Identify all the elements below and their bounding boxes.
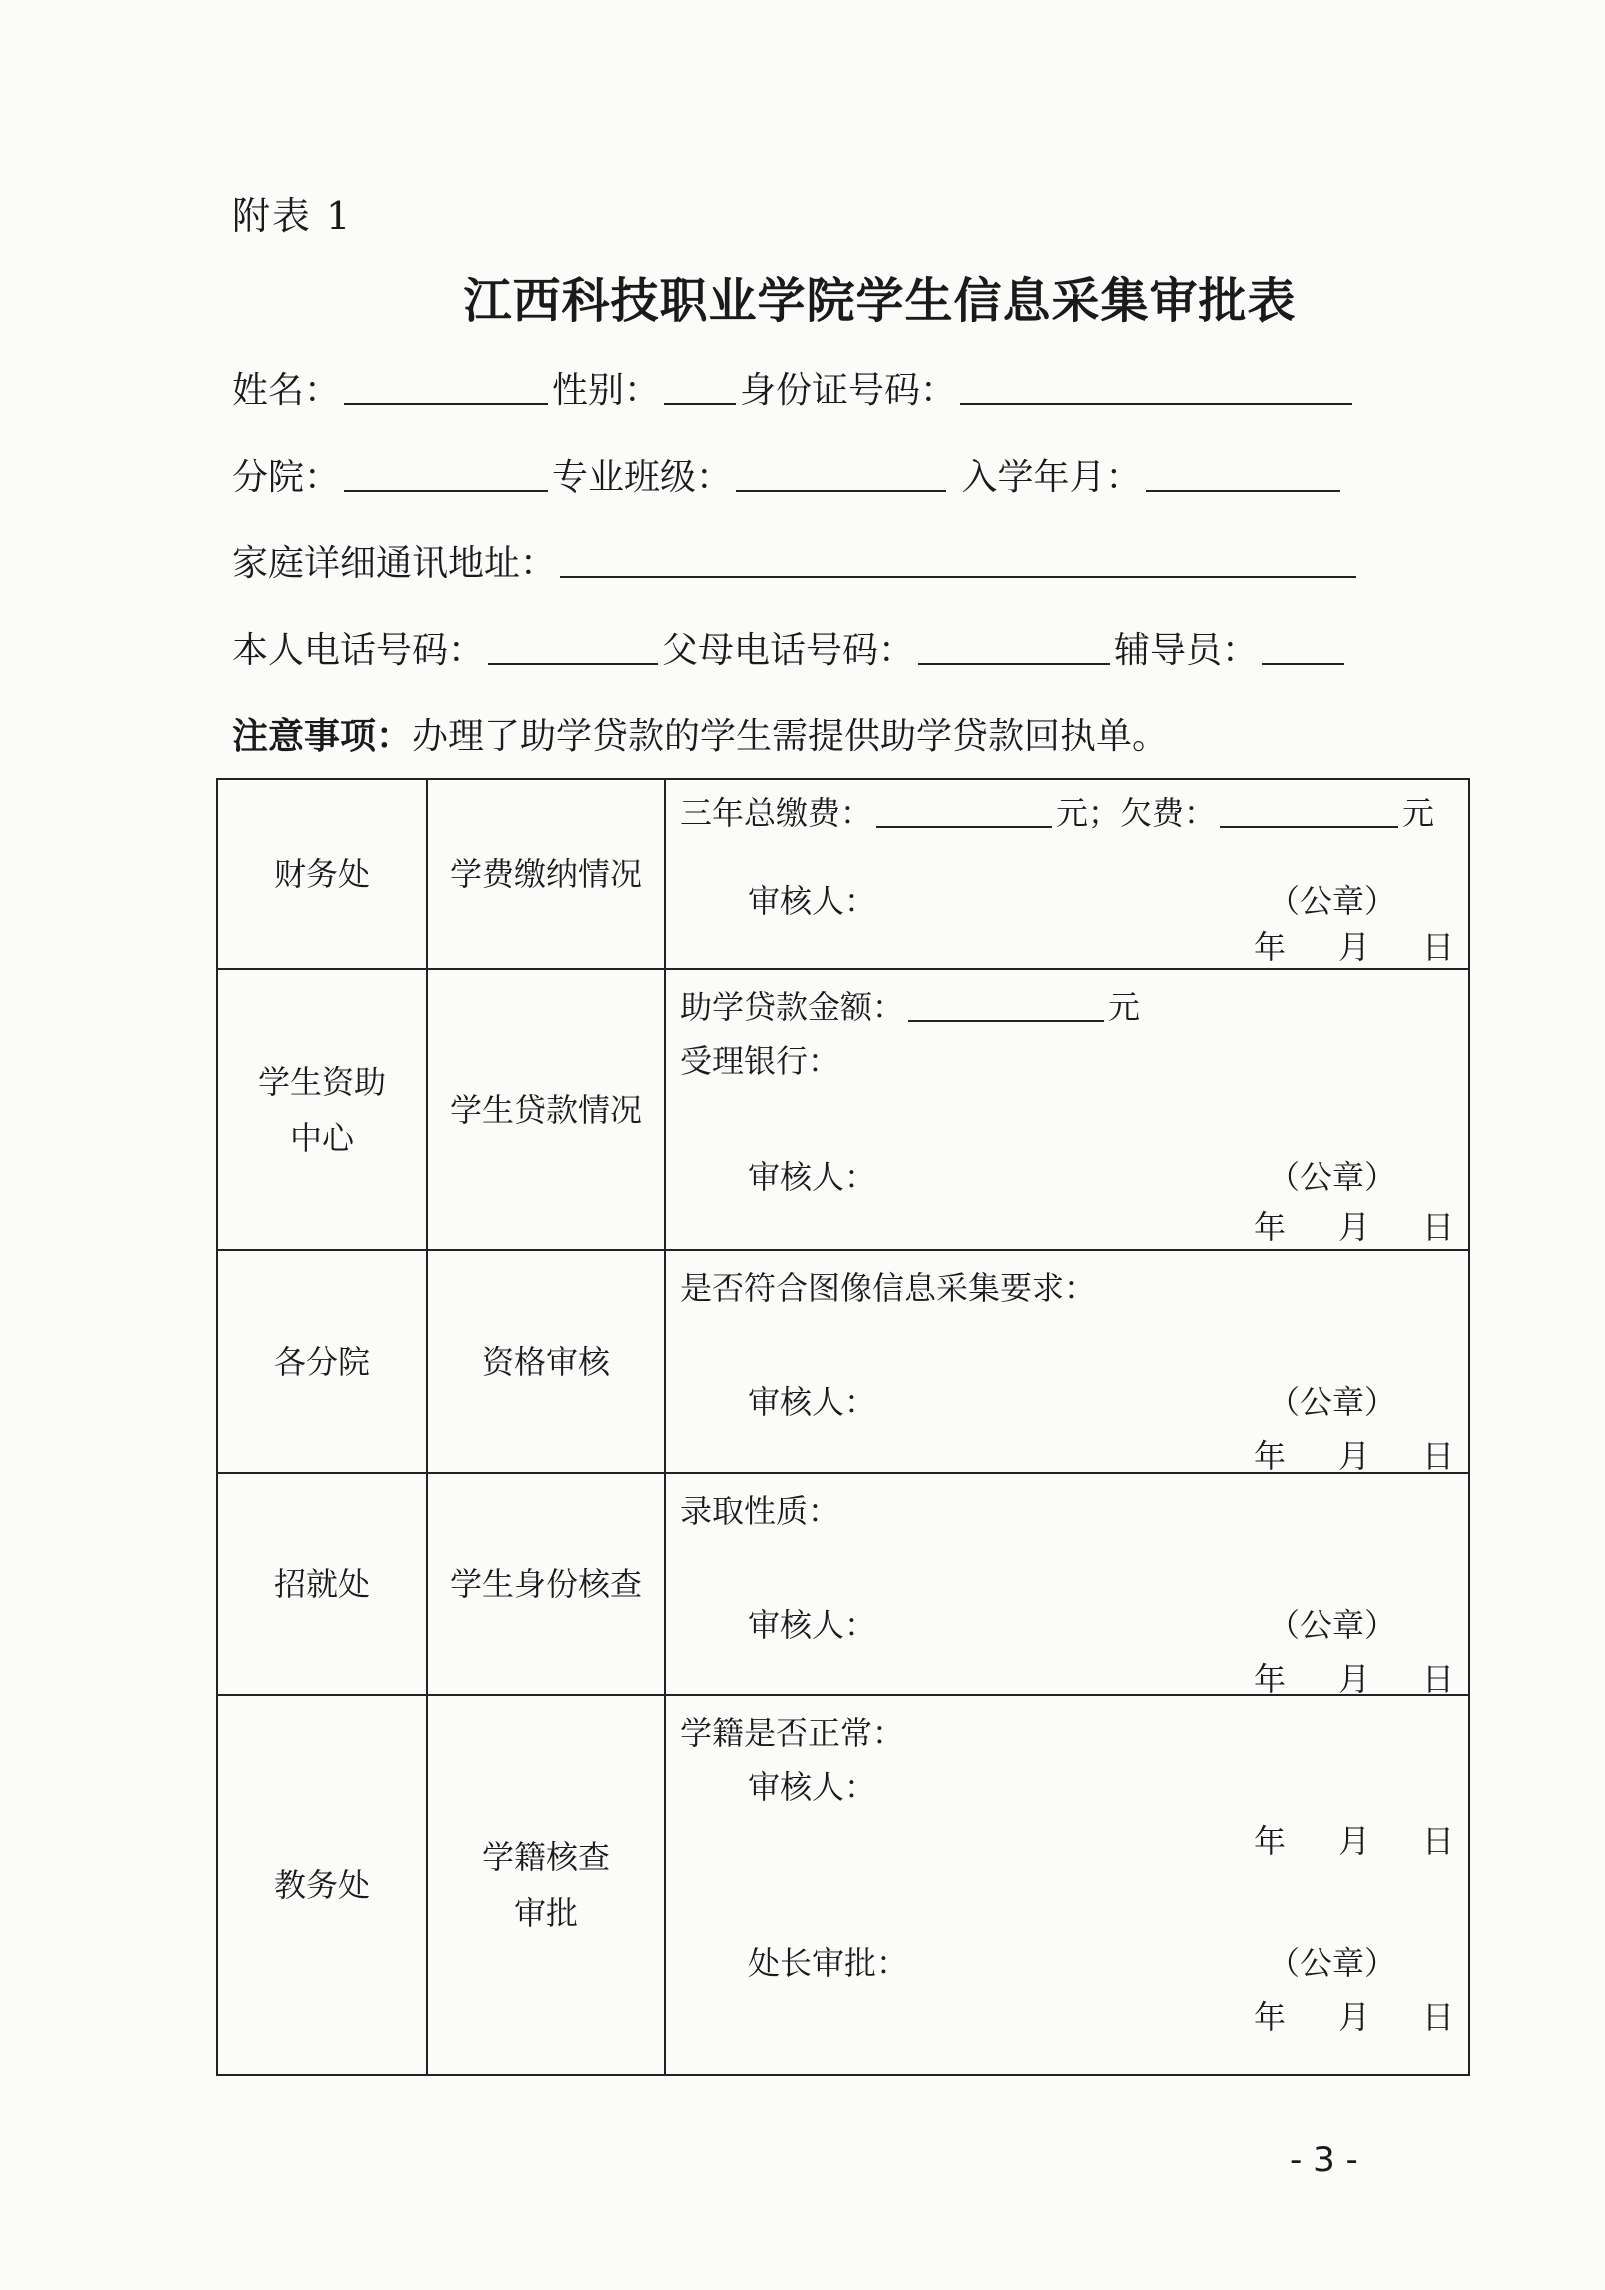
name-blank[interactable] — [344, 367, 548, 405]
gender-label: 性别： — [552, 370, 661, 411]
yuan-label: 元 — [1108, 988, 1141, 1026]
approval-table — [216, 778, 1470, 2076]
table-row-admissions — [217, 1473, 1469, 1695]
annex-label: 附表 1 — [232, 194, 353, 238]
year-label: 年 — [1253, 1822, 1286, 1860]
day-label: 日 — [1421, 1208, 1454, 1246]
reviewer-label: 审核人： — [748, 882, 877, 920]
item-cell — [427, 1695, 665, 2075]
field-line-1 — [232, 362, 1356, 413]
bank-label: 受理银行： — [680, 1042, 841, 1080]
item-cell: 学费缴纳情况 — [427, 779, 665, 969]
dept-cell: 各分院 — [217, 1250, 427, 1473]
day-label: 日 — [1421, 1437, 1454, 1475]
field-line-4 — [232, 622, 1348, 673]
yuan-label: 元 — [1402, 794, 1435, 832]
address-label: 家庭详细通讯地址： — [232, 543, 557, 584]
month-label: 月 — [1337, 928, 1370, 966]
table-row-college — [217, 1250, 1469, 1473]
table-row-academic-affairs — [217, 1695, 1469, 2075]
arrears-label: 元；欠费： — [1056, 794, 1217, 832]
year-label: 年 — [1253, 1998, 1286, 2036]
content-cell — [665, 969, 1469, 1250]
month-label: 月 — [1337, 1208, 1370, 1246]
enroll-date-blank[interactable] — [1146, 454, 1340, 492]
year-label: 年 — [1253, 1660, 1286, 1698]
notice-text: 办理了助学贷款的学生需提供助学贷款回执单。 — [412, 716, 1169, 757]
date-line — [1254, 922, 1454, 968]
page-number: - 3 - — [1290, 2140, 1358, 2180]
month-label: 月 — [1337, 1660, 1370, 1698]
item-line-1: 学籍核查 — [481, 1838, 610, 1876]
month-label: 月 — [1337, 1998, 1370, 2036]
arrears-blank[interactable] — [1220, 796, 1398, 828]
id-number-blank[interactable] — [960, 367, 1352, 405]
dept-cell: 招就处 — [217, 1473, 427, 1695]
total-fee-line — [680, 788, 1434, 834]
content-cell — [665, 1695, 1469, 2075]
college-blank[interactable] — [344, 454, 548, 492]
content-cell — [665, 779, 1469, 969]
phone-label: 本人电话号码： — [232, 630, 485, 671]
table-row-aid-center — [217, 969, 1469, 1250]
date-line — [1254, 1431, 1454, 1477]
college-label: 分院： — [232, 457, 341, 498]
item-cell: 资格审核 — [427, 1250, 665, 1473]
enroll-date-label: 入学年月： — [961, 457, 1142, 498]
date-line-1 — [1254, 1816, 1454, 1862]
parent-phone-label: 父母电话号码： — [662, 630, 915, 671]
date-line-2 — [1254, 1992, 1454, 2038]
seal-label: （公章） — [1267, 1158, 1396, 1196]
loan-amount-blank[interactable] — [908, 990, 1104, 1022]
name-label: 姓名： — [232, 370, 341, 411]
form-title: 江西科技职业学院学生信息采集审批表 — [463, 273, 1297, 329]
date-line — [1254, 1654, 1454, 1700]
dept-cell — [217, 969, 427, 1250]
seal-label: （公章） — [1267, 1944, 1396, 1982]
reviewer-label: 审核人： — [748, 1383, 877, 1421]
total-fee-label: 三年总缴费： — [680, 794, 873, 832]
major-class-blank[interactable] — [736, 454, 946, 492]
item-cell: 学生身份核查 — [427, 1473, 665, 1695]
address-blank[interactable] — [560, 540, 1356, 578]
notice-label: 注意事项： — [232, 715, 413, 757]
total-fee-blank[interactable] — [876, 796, 1052, 828]
year-label: 年 — [1253, 1208, 1286, 1246]
month-label: 月 — [1337, 1437, 1370, 1475]
day-label: 日 — [1421, 1998, 1454, 2036]
content-cell — [665, 1473, 1469, 1698]
major-class-label: 专业班级： — [552, 457, 733, 498]
item-cell: 学生贷款情况 — [427, 969, 665, 1250]
question-label: 录取性质： — [680, 1492, 841, 1530]
content-cell — [665, 1250, 1469, 1473]
field-line-2 — [232, 449, 1344, 500]
loan-amount-line — [680, 982, 1140, 1028]
seal-label: （公章） — [1267, 882, 1396, 920]
reviewer-label: 审核人： — [748, 1158, 877, 1196]
month-label: 月 — [1337, 1822, 1370, 1860]
parent-phone-blank[interactable] — [918, 627, 1110, 665]
dept-cell: 财务处 — [217, 779, 427, 969]
seal-label: （公章） — [1267, 1606, 1396, 1644]
field-line-3 — [232, 535, 1360, 586]
question-label: 学籍是否正常： — [680, 1714, 905, 1752]
year-label: 年 — [1253, 1437, 1286, 1475]
notice-line — [232, 708, 1168, 759]
day-label: 日 — [1421, 1660, 1454, 1698]
day-label: 日 — [1421, 1822, 1454, 1860]
day-label: 日 — [1421, 928, 1454, 966]
director-approval-label: 处长审批： — [748, 1944, 909, 1982]
seal-label: （公章） — [1267, 1383, 1396, 1421]
item-line-2: 审批 — [513, 1894, 578, 1932]
table-row-finance — [217, 779, 1469, 969]
dept-line-1: 学生资助 — [257, 1062, 386, 1101]
counselor-label: 辅导员： — [1114, 630, 1259, 671]
date-line — [1254, 1202, 1454, 1248]
year-label: 年 — [1253, 928, 1286, 966]
question-label: 是否符合图像信息采集要求： — [680, 1269, 1097, 1307]
loan-amount-label: 助学贷款金额： — [680, 988, 905, 1026]
counselor-blank[interactable] — [1262, 627, 1344, 665]
reviewer-label: 审核人： — [748, 1768, 877, 1806]
reviewer-label: 审核人： — [748, 1606, 877, 1644]
id-number-label: 身份证号码： — [740, 370, 957, 411]
dept-line-2: 中心 — [289, 1118, 354, 1157]
dept-cell: 教务处 — [217, 1695, 427, 2075]
phone-blank[interactable] — [488, 627, 658, 665]
gender-blank[interactable] — [664, 367, 736, 405]
